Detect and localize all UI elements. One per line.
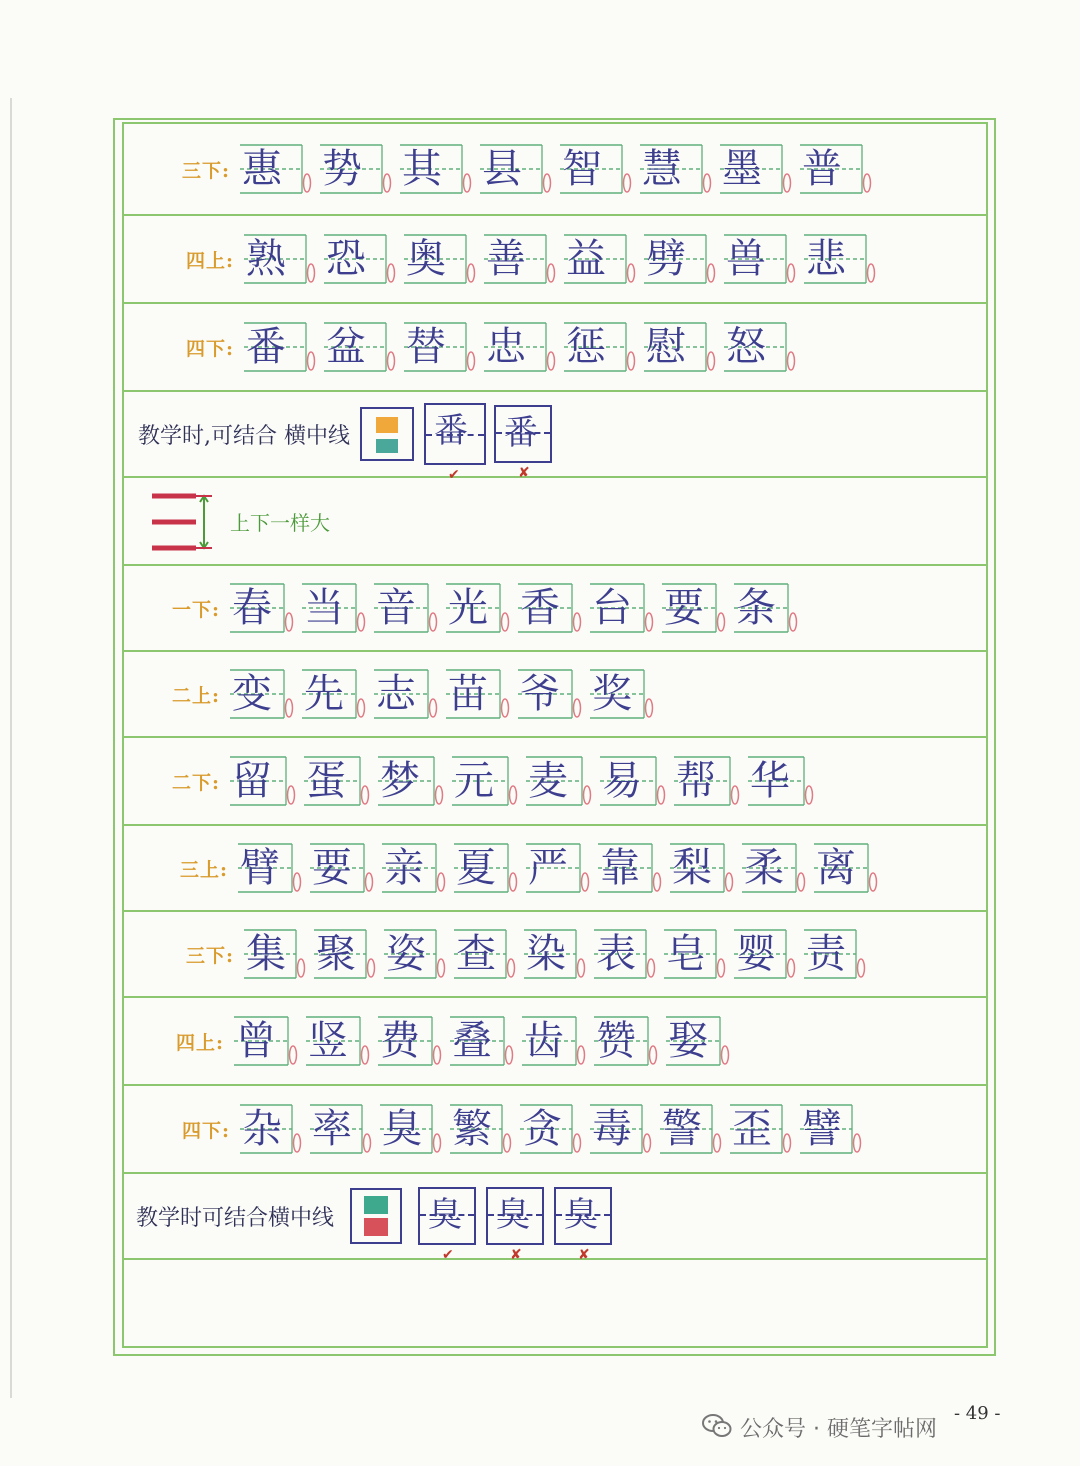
practice-char-glyph: 繁 [452, 1106, 493, 1152]
watermark-text: 公众号 · 硬笔字帖网 [740, 1417, 937, 1442]
practice-char-glyph: 普 [802, 146, 843, 192]
char-list [240, 924, 870, 984]
practice-char [396, 139, 476, 199]
practice-char-glyph: 梨 [672, 845, 713, 891]
practice-char-glyph: 香 [520, 585, 561, 631]
practice-char [320, 229, 400, 289]
practice-char [796, 1099, 866, 1159]
practice-char-glyph: 染 [526, 931, 567, 977]
practice-char-glyph: 率 [312, 1106, 353, 1152]
practice-char [480, 317, 560, 377]
practice-char [302, 1011, 374, 1071]
practice-char [236, 139, 316, 199]
practice-char [240, 317, 320, 377]
grade-label: 三下: [182, 159, 231, 182]
practice-char-glyph: 赞 [596, 1018, 637, 1064]
practice-row [124, 912, 986, 998]
practice-char [522, 838, 594, 898]
practice-char [306, 1099, 376, 1159]
practice-char-glyph: 慰 [646, 324, 687, 370]
char-list [226, 578, 802, 638]
practice-char-glyph: 贪 [522, 1106, 563, 1152]
wechat-icon [702, 1413, 732, 1439]
practice-char-glyph: 盆 [326, 324, 367, 370]
char-list [240, 317, 800, 377]
practice-char-glyph: 奖 [592, 671, 633, 717]
practice-char [442, 664, 514, 724]
teaching-tip-row [124, 1174, 986, 1263]
char-list [236, 139, 876, 199]
practice-char-glyph: 竖 [308, 1018, 349, 1064]
practice-char-glyph: 帮 [676, 758, 717, 804]
practice-char [796, 139, 876, 199]
practice-char-glyph: 皂 [666, 931, 707, 977]
cross-mark-icon: ✘ [518, 465, 530, 481]
practice-char [514, 664, 586, 724]
practice-row [124, 1086, 986, 1174]
practice-char [800, 924, 870, 984]
practice-char-glyph: 靠 [600, 845, 641, 891]
practice-char-glyph: 县 [482, 146, 523, 192]
practice-char-glyph: 势 [322, 146, 363, 192]
practice-char-glyph: 志 [376, 671, 417, 717]
practice-char-glyph: 当 [304, 585, 345, 631]
practice-char-glyph: 梦 [380, 758, 421, 804]
practice-char [522, 751, 596, 811]
practice-char [730, 578, 802, 638]
example-box [554, 1187, 612, 1263]
practice-char [226, 664, 298, 724]
teaching-tip-row [124, 392, 986, 483]
practice-char [240, 229, 320, 289]
practice-char [640, 317, 720, 377]
practice-char [446, 1099, 516, 1159]
practice-char [810, 838, 882, 898]
char-list [226, 751, 818, 811]
practice-row [124, 998, 986, 1086]
practice-char-glyph: 要 [664, 585, 705, 631]
practice-char [480, 229, 560, 289]
practice-char [380, 924, 450, 984]
practice-char-glyph: 华 [750, 758, 791, 804]
practice-char [720, 229, 800, 289]
color-sample-box [350, 1188, 402, 1244]
example-char: 番 [434, 411, 468, 451]
page-number: - 49 - [954, 1403, 1001, 1424]
practice-char [370, 664, 442, 724]
practice-char [230, 1011, 302, 1071]
page-edge [10, 98, 12, 1398]
practice-char-glyph: 姿 [386, 931, 427, 977]
practice-char-glyph: 其 [402, 146, 443, 192]
practice-char [716, 139, 796, 199]
example-char: 番 [504, 413, 538, 453]
practice-char-glyph: 婴 [736, 931, 777, 977]
practice-char-glyph: 警 [662, 1106, 703, 1152]
practice-char [660, 924, 730, 984]
check-mark-icon: ✔ [442, 1247, 454, 1263]
practice-char-glyph: 查 [456, 931, 497, 977]
practice-char [226, 751, 300, 811]
practice-char [316, 139, 396, 199]
practice-char [586, 1099, 656, 1159]
practice-row [124, 652, 986, 738]
practice-char [516, 1099, 586, 1159]
practice-row [124, 216, 986, 304]
practice-char [636, 139, 716, 199]
practice-char [370, 578, 442, 638]
practice-char-glyph: 譬 [802, 1106, 843, 1152]
practice-char-glyph: 惠 [242, 146, 283, 192]
practice-char [448, 751, 522, 811]
check-mark-icon: ✔ [448, 467, 460, 483]
rule-row [124, 478, 986, 566]
practice-char [310, 924, 380, 984]
practice-char [586, 664, 658, 724]
grade-label: 四上: [186, 249, 235, 272]
practice-char [662, 1011, 734, 1071]
practice-char [320, 317, 400, 377]
grade-label: 四下: [186, 337, 235, 360]
practice-char-glyph: 表 [596, 931, 637, 977]
practice-char [306, 838, 378, 898]
practice-char [514, 578, 586, 638]
practice-char-glyph: 番 [246, 324, 287, 370]
practice-char-glyph: 费 [380, 1018, 421, 1064]
practice-row [124, 566, 986, 652]
equal-height-icon [150, 488, 220, 554]
practice-char-glyph: 易 [602, 758, 643, 804]
practice-char-glyph: 台 [592, 585, 633, 631]
practice-row [124, 738, 986, 826]
char-list [234, 838, 882, 898]
practice-char-glyph: 慧 [642, 146, 683, 192]
practice-char-glyph: 智 [562, 146, 603, 192]
practice-char-glyph: 条 [736, 585, 777, 631]
rule-text: 上下一样大 [230, 510, 330, 535]
practice-char [670, 751, 744, 811]
practice-char-glyph: 严 [528, 845, 569, 891]
practice-char [400, 317, 480, 377]
bottom-block [376, 439, 398, 453]
practice-char-glyph: 蛋 [306, 758, 347, 804]
example-wrong-box [494, 405, 552, 481]
practice-char [560, 317, 640, 377]
practice-char [640, 229, 720, 289]
practice-row [124, 124, 986, 216]
char-list [236, 1099, 866, 1159]
practice-char [738, 838, 810, 898]
grade-label: 三上: [180, 858, 229, 881]
practice-char-glyph: 惩 [566, 324, 607, 370]
practice-char [800, 229, 880, 289]
top-block [364, 1196, 388, 1214]
practice-char-glyph: 熟 [246, 236, 287, 282]
practice-char-glyph: 音 [376, 585, 417, 631]
grade-label: 二上: [172, 684, 221, 707]
practice-char [666, 838, 738, 898]
practice-char-glyph: 爷 [520, 671, 561, 717]
practice-char-glyph: 忠 [486, 324, 527, 370]
practice-row [124, 304, 986, 392]
example-char: 臭 [564, 1195, 599, 1235]
practice-char-glyph: 劈 [646, 236, 687, 282]
practice-char [594, 838, 666, 898]
practice-char-glyph: 曾 [236, 1018, 277, 1064]
practice-char-glyph: 变 [232, 671, 273, 717]
practice-char-glyph: 怒 [726, 324, 767, 370]
practice-char-glyph: 聚 [316, 931, 357, 977]
example-correct-box [424, 403, 486, 483]
practice-char-glyph: 善 [486, 236, 527, 282]
practice-char-glyph: 元 [454, 758, 495, 804]
practice-char-glyph: 叠 [452, 1018, 493, 1064]
example-box [418, 1187, 476, 1263]
practice-char [656, 1099, 726, 1159]
practice-char-glyph: 歪 [732, 1106, 773, 1152]
practice-char [744, 751, 818, 811]
cross-mark-icon: ✘ [578, 1247, 590, 1263]
practice-char-glyph: 麦 [528, 758, 569, 804]
example-char: 臭 [496, 1195, 531, 1235]
practice-char [586, 578, 658, 638]
practice-char [726, 1099, 796, 1159]
grade-label: 一下: [172, 598, 221, 621]
practice-char-glyph: 臂 [240, 845, 281, 891]
practice-char-glyph: 要 [312, 845, 353, 891]
practice-char-glyph: 恐 [326, 236, 367, 282]
practice-char-glyph: 齿 [524, 1018, 565, 1064]
char-list [226, 664, 658, 724]
practice-char [590, 1011, 662, 1071]
practice-char [450, 838, 522, 898]
practice-char-glyph: 柔 [744, 845, 785, 891]
practice-char-glyph: 奥 [406, 236, 447, 282]
practice-char [560, 229, 640, 289]
practice-char-glyph: 毒 [592, 1106, 633, 1152]
practice-char [442, 578, 514, 638]
practice-char-glyph: 春 [232, 585, 273, 631]
teaching-tip-text: 教学时可结合横中线 [136, 1205, 335, 1231]
practice-char [450, 924, 520, 984]
practice-char-glyph: 益 [566, 236, 607, 282]
practice-char-glyph: 替 [406, 324, 447, 370]
practice-char [374, 751, 448, 811]
practice-char-glyph: 娶 [668, 1018, 709, 1064]
practice-char-glyph: 集 [246, 931, 287, 977]
color-sample-box [360, 407, 414, 461]
practice-char-glyph: 悲 [806, 236, 847, 282]
practice-char [236, 1099, 306, 1159]
practice-char-glyph: 先 [304, 671, 345, 717]
practice-char [730, 924, 800, 984]
practice-char-glyph: 亲 [384, 845, 425, 891]
bottom-block [364, 1218, 388, 1236]
practice-char-glyph: 苗 [448, 671, 489, 717]
practice-char-glyph: 夏 [456, 845, 497, 891]
example-box [486, 1187, 544, 1263]
practice-char [298, 578, 370, 638]
practice-char [300, 751, 374, 811]
practice-char [234, 838, 306, 898]
grade-label: 四上: [176, 1031, 225, 1054]
practice-char-glyph: 臭 [382, 1106, 423, 1152]
practice-char-glyph: 光 [448, 585, 489, 631]
practice-char-glyph: 离 [816, 845, 857, 891]
practice-char [226, 578, 298, 638]
practice-char-glyph: 兽 [726, 236, 767, 282]
practice-row [124, 826, 986, 912]
grade-label: 四下: [182, 1119, 231, 1142]
practice-char [658, 578, 730, 638]
practice-char [518, 1011, 590, 1071]
grade-label: 三下: [186, 944, 235, 967]
practice-char [374, 1011, 446, 1071]
practice-char [446, 1011, 518, 1071]
example-char: 臭 [428, 1195, 463, 1235]
practice-char [400, 229, 480, 289]
practice-char-glyph: 责 [806, 931, 847, 977]
grade-label: 二下: [172, 771, 221, 794]
practice-char [476, 139, 556, 199]
top-block [376, 417, 398, 433]
practice-char-glyph: 杂 [242, 1106, 283, 1152]
teaching-tip-text: 教学时,可结合 横中线 [138, 423, 350, 449]
practice-char [520, 924, 590, 984]
practice-char [590, 924, 660, 984]
practice-char [298, 664, 370, 724]
char-list [230, 1011, 734, 1071]
practice-char [596, 751, 670, 811]
practice-char [720, 317, 800, 377]
practice-char [240, 924, 310, 984]
practice-char-glyph: 留 [232, 758, 273, 804]
practice-char [556, 139, 636, 199]
practice-char-glyph: 墨 [722, 146, 763, 192]
practice-char [376, 1099, 446, 1159]
practice-char [378, 838, 450, 898]
char-list [240, 229, 880, 289]
cross-mark-icon: ✘ [510, 1247, 522, 1263]
